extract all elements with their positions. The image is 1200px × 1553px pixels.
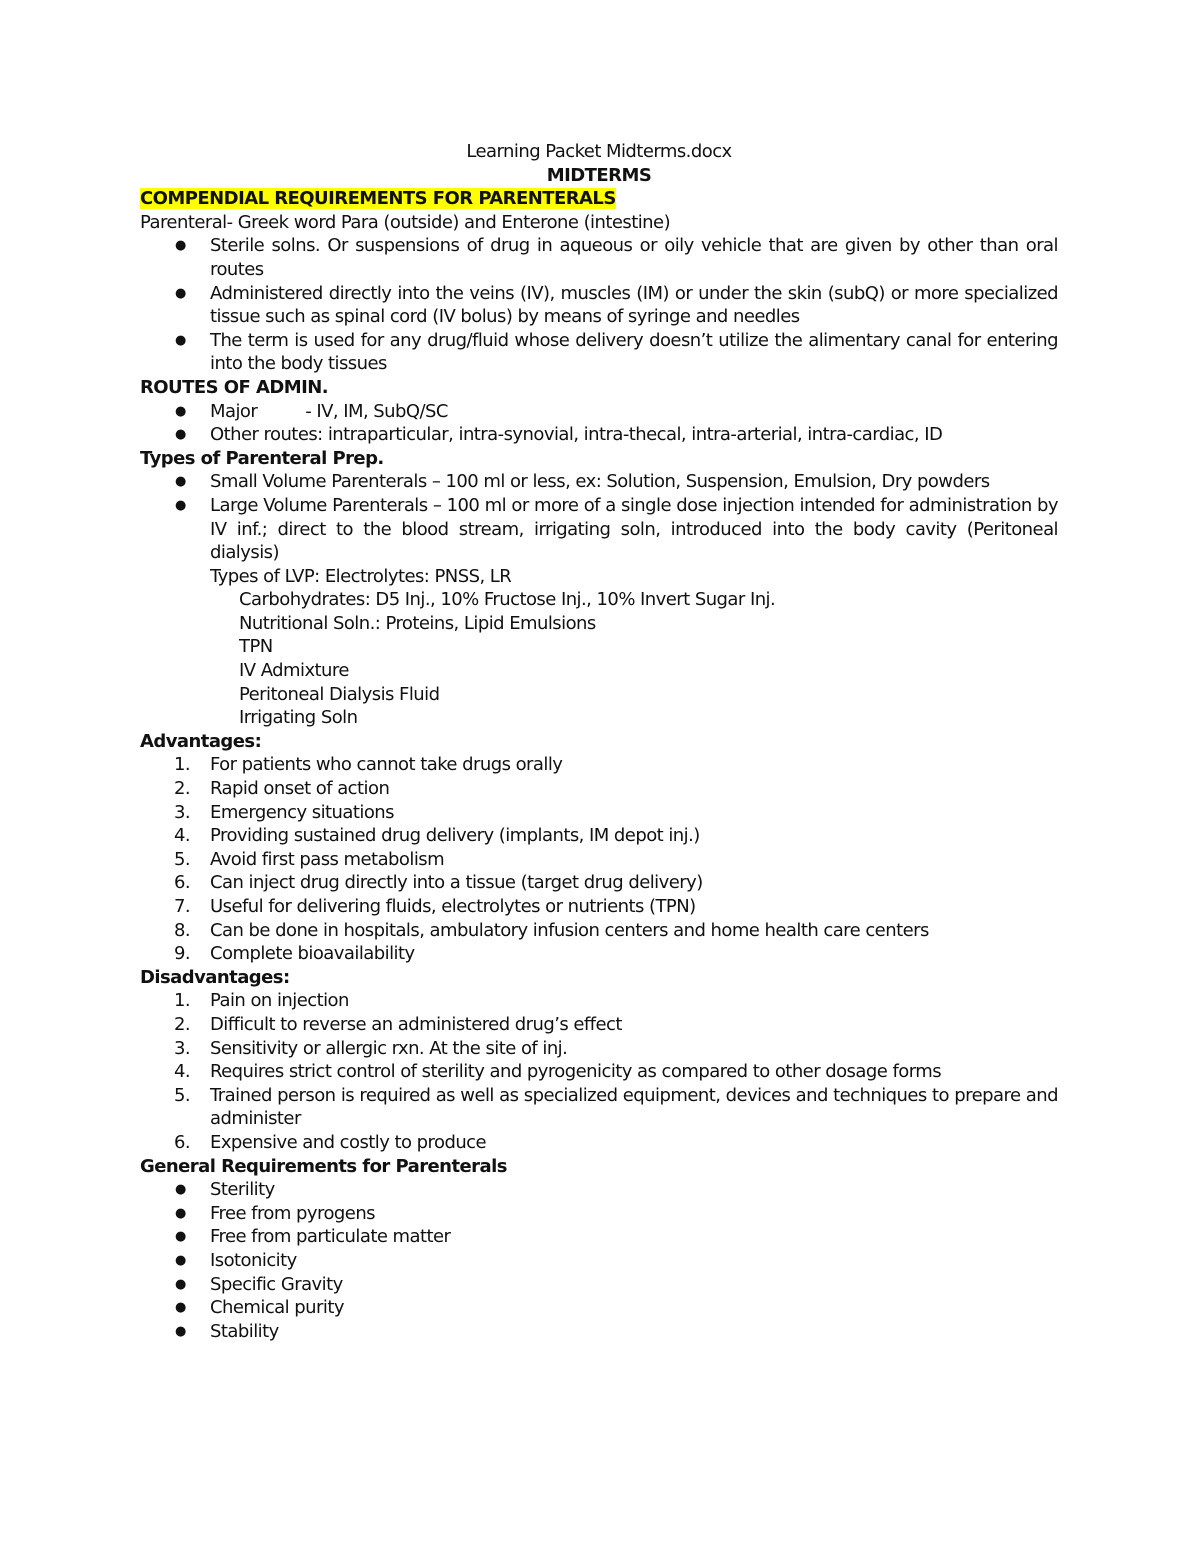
- list-number: 7.: [174, 896, 191, 917]
- list-item: [140, 494, 1058, 565]
- list-item: [140, 1296, 1058, 1320]
- lvp-types-line: Types of LVP: Electrolytes: PNSS, LR: [210, 565, 512, 587]
- list-item: [140, 423, 1058, 447]
- list-item: [140, 1273, 1058, 1297]
- list-item-text: Difficult to reverse an administered drug’s effect: [210, 1013, 622, 1035]
- highlighted-heading-text: COMPENDIAL REQUIREMENTS FOR PARENTERALS: [140, 188, 616, 210]
- list-number: 9.: [174, 943, 191, 965]
- list-item: [140, 989, 1058, 1013]
- bullet-icon: ●: [175, 403, 186, 419]
- section-heading-types: Types of Parenteral Prep.: [140, 447, 384, 469]
- list-item: [140, 470, 1058, 494]
- bullet-icon: ●: [175, 1276, 186, 1292]
- list-item-text: Complete bioavailability: [210, 943, 415, 965]
- section-heading-general-requirements: General Requirements for Parenterals: [140, 1155, 507, 1177]
- list-number: 2.: [174, 778, 191, 800]
- list-number: 4.: [174, 1061, 191, 1083]
- list-item: [140, 895, 1058, 919]
- list-item-text: Free from pyrogens: [210, 1202, 376, 1224]
- list-item-text: Free from particulate matter: [210, 1226, 451, 1248]
- list-number: 2.: [174, 1013, 191, 1035]
- bullet-icon: ●: [175, 1252, 186, 1268]
- bullet-icon: ●: [175, 1205, 186, 1221]
- list-item-text: Rapid onset of action: [210, 778, 390, 800]
- list-number: 3.: [174, 1037, 191, 1059]
- bullet-icon: ●: [175, 474, 186, 490]
- list-item-text: Specific Gravity: [210, 1273, 343, 1295]
- types-bullet-list: [140, 470, 1058, 564]
- list-item-text: Requires strict control of sterility and pyrogenicity as compared to other dosage forms: [210, 1061, 942, 1083]
- bullet-icon: ●: [175, 285, 186, 301]
- bullet-icon: ●: [175, 1323, 186, 1339]
- list-item: [140, 777, 1058, 801]
- list-item: [140, 1131, 1058, 1155]
- major-label: Major: [210, 400, 258, 422]
- bullet-icon: ●: [175, 1229, 186, 1245]
- list-item: [140, 824, 1058, 848]
- list-item: [140, 1202, 1058, 1226]
- list-item-text: Sterility: [210, 1179, 275, 1201]
- routes-bullet-list: [140, 400, 1058, 447]
- list-item: [140, 282, 1058, 329]
- list-number: 1.: [174, 754, 191, 776]
- list-item-text: Can inject drug directly into a tissue (target drug delivery): [210, 872, 703, 894]
- list-item-text: Avoid first pass metabolism: [210, 848, 445, 870]
- list-item-text: Stability: [210, 1320, 279, 1342]
- list-number: 6.: [174, 872, 191, 894]
- list-item: [140, 1037, 1058, 1061]
- document-body: [140, 140, 1058, 1343]
- list-item: [140, 1225, 1058, 1249]
- list-number: 8.: [174, 919, 191, 941]
- section-heading-compendial: [140, 187, 1058, 211]
- lvp-type-item: IV Admixture: [239, 660, 349, 682]
- list-item-text: The term is used for any drug/fluid whose delivery doesn’t utilize the alimentary canal for entering into the body tissues: [210, 329, 1058, 375]
- compendial-bullet-list: [140, 234, 1058, 376]
- list-number: 5.: [174, 848, 191, 870]
- section-heading-routes: ROUTES OF ADMIN.: [140, 376, 329, 398]
- list-item-text: Isotonicity: [210, 1249, 297, 1271]
- list-item-text: Can be done in hospitals, ambulatory infusion centers and home health care centers: [210, 919, 929, 941]
- list-item: [140, 1178, 1058, 1202]
- lvp-type-item: Peritoneal Dialysis Fluid: [239, 683, 440, 705]
- midterms-heading: MIDTERMS: [546, 164, 652, 186]
- lvp-type-item: Irrigating Soln: [239, 707, 358, 729]
- parenteral-definition: Parenteral- Greek word Para (outside) and Enterone (intestine): [140, 211, 671, 233]
- list-number: 6.: [174, 1131, 191, 1153]
- general-requirements-bullet-list: [140, 1178, 1058, 1343]
- list-item: [140, 942, 1058, 966]
- list-number: 4.: [174, 825, 191, 847]
- disadvantages-numbered-list: [140, 989, 1058, 1154]
- advantages-numbered-list: [140, 753, 1058, 965]
- list-item-text: Small Volume Parenterals – 100 ml or less, ex: Solution, Suspension, Emulsion, Dry powders: [210, 471, 990, 493]
- list-item: [140, 329, 1058, 376]
- list-item-text: Expensive and costly to produce: [210, 1131, 487, 1153]
- bullet-icon: ●: [175, 1300, 186, 1316]
- list-item-text: Pain on injection: [210, 990, 349, 1012]
- list-item-text: Chemical purity: [210, 1297, 344, 1319]
- bullet-icon: ●: [175, 427, 186, 443]
- list-item: [140, 234, 1058, 281]
- bullet-icon: ●: [175, 497, 186, 513]
- list-item-text: Large Volume Parenterals – 100 ml or more of a single dose injection intended for administration by IV inf.; direct to the blood stream, irrigating soln, introduced into the body cavity (Peritoneal dialysis): [210, 494, 1058, 564]
- bullet-icon: ●: [175, 1182, 186, 1198]
- bullet-icon: ●: [175, 238, 186, 254]
- list-item: [140, 1060, 1058, 1084]
- list-number: 3.: [174, 801, 191, 823]
- list-number: 1.: [174, 990, 191, 1012]
- bullet-icon: ●: [175, 332, 186, 348]
- major-routes: - IV, IM, SubQ/SC: [305, 400, 448, 422]
- list-item-text: Trained person is required as well as specialized equipment, devices and techniques to prepare and administer: [210, 1084, 1058, 1130]
- lvp-type-item: Carbohydrates: D5 Inj., 10% Fructose Inj., 10% Invert Sugar Inj.: [239, 589, 776, 611]
- list-item-text: Sensitivity or allergic rxn. At the site of inj.: [210, 1037, 568, 1059]
- list-item: [140, 1320, 1058, 1344]
- list-item: [140, 1013, 1058, 1037]
- list-item: [140, 1249, 1058, 1273]
- list-item-text: Sterile solns. Or suspensions of drug in aqueous or oily vehicle that are given by other than oral routes: [210, 235, 1058, 280]
- file-title: Learning Packet Midterms.docx: [466, 141, 732, 162]
- list-item: [140, 801, 1058, 825]
- section-heading-disadvantages: Disadvantages:: [140, 966, 290, 988]
- list-item-text: Other routes: intraparticular, intra-synovial, intra-thecal, intra-arterial, intra-cardiac, ID: [210, 424, 943, 446]
- section-heading-advantages: Advantages:: [140, 730, 262, 752]
- list-item: [140, 753, 1058, 777]
- lvp-type-item: Nutritional Soln.: Proteins, Lipid Emulsions: [239, 612, 596, 634]
- list-item: [140, 919, 1058, 943]
- list-item-text: Administered directly into the veins (IV), muscles (IM) or under the skin (subQ) or more specialized tissue such as spinal cord (IV bolus) by means of syringe and needles: [210, 282, 1058, 328]
- list-item: [140, 848, 1058, 872]
- list-number: 5.: [174, 1084, 191, 1106]
- list-item-text: Providing sustained drug delivery (implants, IM depot inj.): [210, 825, 700, 847]
- list-item: [140, 871, 1058, 895]
- list-item: [140, 400, 1058, 424]
- list-item-text: Emergency situations: [210, 801, 394, 823]
- list-item-text: For patients who cannot take drugs orally: [210, 754, 563, 776]
- lvp-type-item: TPN: [239, 636, 273, 658]
- list-item: [140, 1084, 1058, 1131]
- list-item-text: Useful for delivering fluids, electrolytes or nutrients (TPN): [210, 896, 696, 917]
